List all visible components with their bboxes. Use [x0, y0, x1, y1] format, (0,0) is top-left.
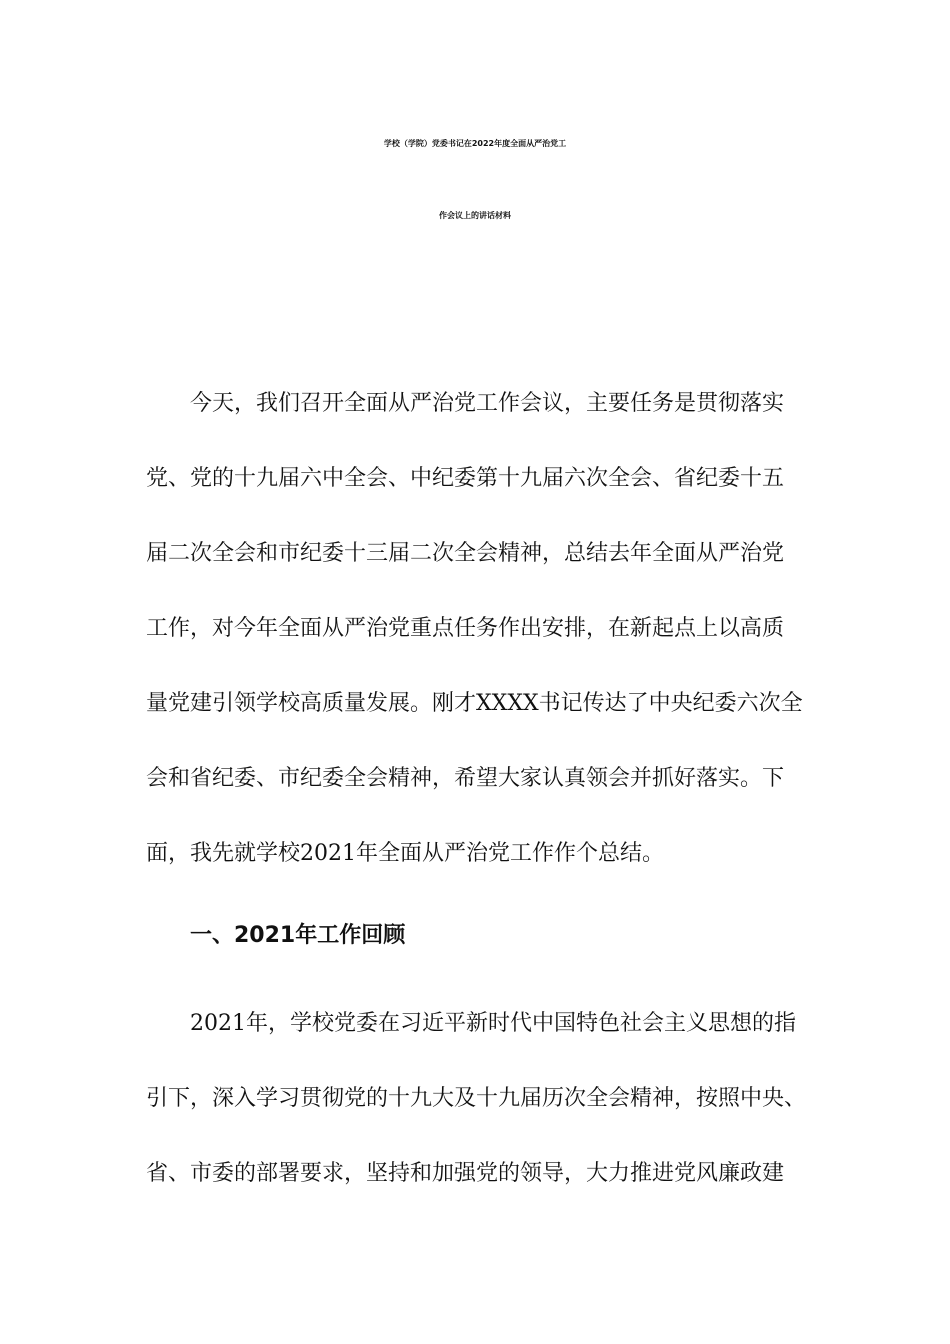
document-title-line-1: 学校（学院）党委书记在2022年度全面从严治党工 [383, 139, 567, 148]
paragraph-1-line-7: 面，我先就学校2021年全面从严治党工作作个总结。 [146, 841, 664, 866]
paragraph-1-line-3: 届二次全会和市纪委十三届二次全会精神，总结去年全面从严治党 [146, 541, 785, 566]
paragraph-1-line-5: 量党建引领学校高质量发展。刚才XXXX书记传达了中央纪委六次全 [146, 691, 803, 716]
paragraph-1-line-2: 党、党的十九届六中全会、中纪委第十九届六次全会、省纪委十五 [146, 466, 785, 491]
paragraph-1-line-1: 今天，我们召开全面从严治党工作会议，主要任务是贯彻落实 [190, 391, 785, 416]
paragraph-1-line-6: 会和省纪委、市纪委全会精神，希望大家认真领会并抓好落实。下 [146, 766, 785, 791]
paragraph-2-line-2: 引下，深入学习贯彻党的十九大及十九届历次全会精神，按照中央、 [146, 1086, 807, 1111]
paragraph-1-line-4: 工作，对今年全面从严治党重点任务作出安排，在新起点上以高质 [146, 616, 785, 641]
paragraph-2-line-1: 2021年，学校党委在习近平新时代中国特色社会主义思想的指 [190, 1011, 796, 1036]
section-1-heading: 一、2021年工作回顾 [190, 923, 406, 948]
paragraph-2-line-3: 省、市委的部署要求，坚持和加强党的领导，大力推进党风廉政建 [146, 1161, 785, 1186]
document-title-line-2: 作会议上的讲话材料 [439, 211, 511, 220]
